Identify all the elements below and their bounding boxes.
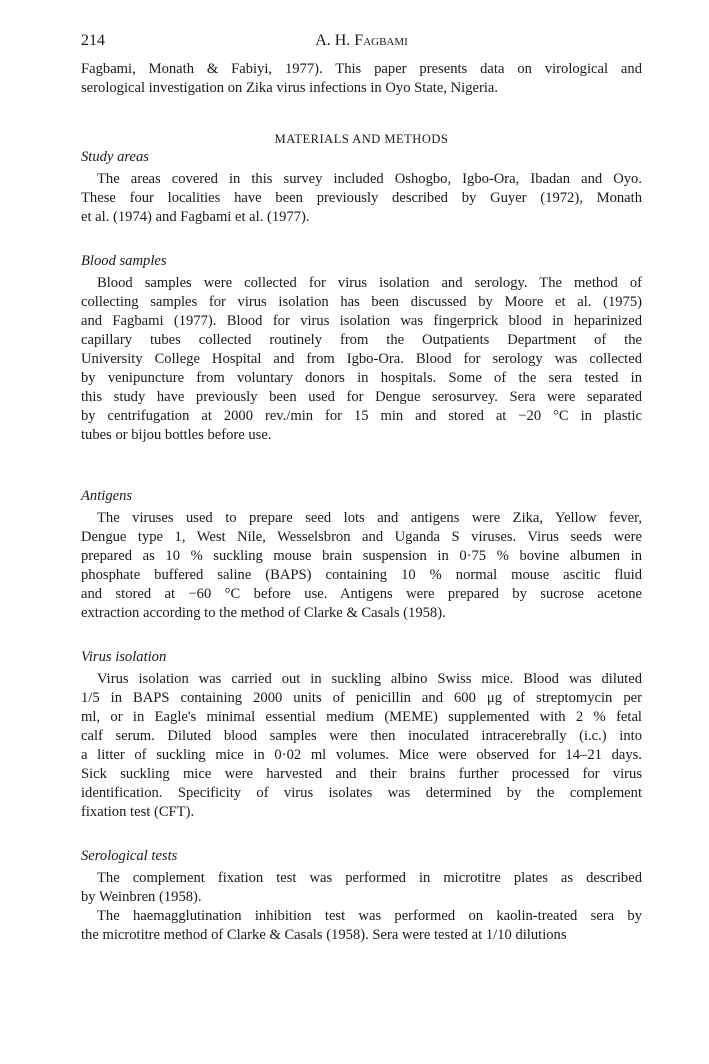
section-paragraph [81,509,642,623]
text-line: Dengue type 1, West Nile, Wesselsbron and Uganda S viruses. Virus seeds were [81,529,642,545]
text-line: by centrifugation at 2000 rev./min for 15 min and stored at −20 °C in plastic [81,408,642,424]
section-paragraph [81,170,642,227]
text-line: Virus isolation was carried out in suckling albino Swiss mice. Blood was diluted [97,671,642,687]
text-line: a litter of suckling mice in 0·02 ml volumes. Mice were observed for 14–21 days. [81,747,642,763]
text-line: calf serum. Diluted blood samples were then inoculated intracerebrally (i.c.) into [81,728,642,744]
text-line: identification. Specificity of virus isolates was determined by the complement [81,785,642,801]
subsection-heading: Blood samples [81,253,167,269]
subsection-heading: Antigens [81,488,133,504]
text-line: collecting samples for virus isolation has been discussed by Moore et al. (1975) [81,294,642,310]
text-line: serological investigation on Zika virus infections in Oyo State, Nigeria. [81,80,499,96]
section-paragraph [81,869,642,945]
text-line: capillary tubes collected routinely from the Outpatients Department of the [81,332,642,348]
intro-paragraph [81,60,642,98]
section-paragraph [81,274,642,445]
page-number: 214 [81,32,105,49]
text-line: tubes or bijou bottles before use. [81,427,272,443]
text-line: ml, or in Eagle's minimal essential medium (MEME) supplemented with 2 % fetal [81,709,642,725]
text-line: et al. (1974) and Fagbami et al. (1977). [81,209,310,225]
text-line: These four localities have been previously described by Guyer (1972), Monath [81,190,642,206]
text-line: Sick suckling mice were harvested and their brains further processed for virus [81,766,642,782]
text-line: the microtitre method of Clarke & Casals (1958). Sera were tested at 1/10 dilutions [81,927,567,943]
text-line: and Fagbami (1977). Blood for virus isolation was fingerprick blood in heparinized [81,313,642,329]
subsection-heading: Virus isolation [81,649,167,665]
section-paragraph [81,670,642,822]
subsection-heading: Serological tests [81,848,178,864]
text-line: by venipuncture from voluntary donors in hospitals. Some of the sera tested in [81,370,642,386]
text-line: and stored at −60 °C before use. Antigens were prepared by sucrose acetone [81,586,642,602]
text-line: The viruses used to prepare seed lots and antigens were Zika, Yellow fever, [97,510,642,526]
text-line: The complement fixation test was performed in microtitre plates as described [97,870,642,886]
text-line: Fagbami, Monath & Fabiyi, 1977). This paper presents data on virological and [81,61,642,77]
text-line: fixation test (CFT). [81,804,195,820]
running-head: A. H. Fagbami [315,32,408,49]
subsection-heading: Study areas [81,149,149,165]
text-line: extraction according to the method of Clarke & Casals (1958). [81,605,446,621]
text-line: The areas covered in this survey included Oshogbo, Igbo-Ora, Ibadan and Oyo. [97,171,642,187]
text-line: by Weinbren (1958). [81,889,202,905]
text-line: University College Hospital and from Igbo-Ora. Blood for serology was collected [81,351,642,367]
text-line: prepared as 10 % suckling mouse brain suspension in 0·75 % bovine albumen in [81,548,642,564]
text-line: The haemagglutination inhibition test was performed on kaolin-treated sera by [97,908,642,924]
section-title: MATERIALS AND METHODS [274,132,449,146]
text-line: 1/5 in BAPS containing 2000 units of penicillin and 600 μg of streptomycin per [81,690,642,706]
text-line: this study have previously been used for Dengue serosurvey. Sera were separated [81,389,642,405]
text-line: phosphate buffered saline (BAPS) containing 10 % normal mouse ascitic fluid [81,567,642,583]
text-line: Blood samples were collected for virus isolation and serology. The method of [97,275,642,291]
